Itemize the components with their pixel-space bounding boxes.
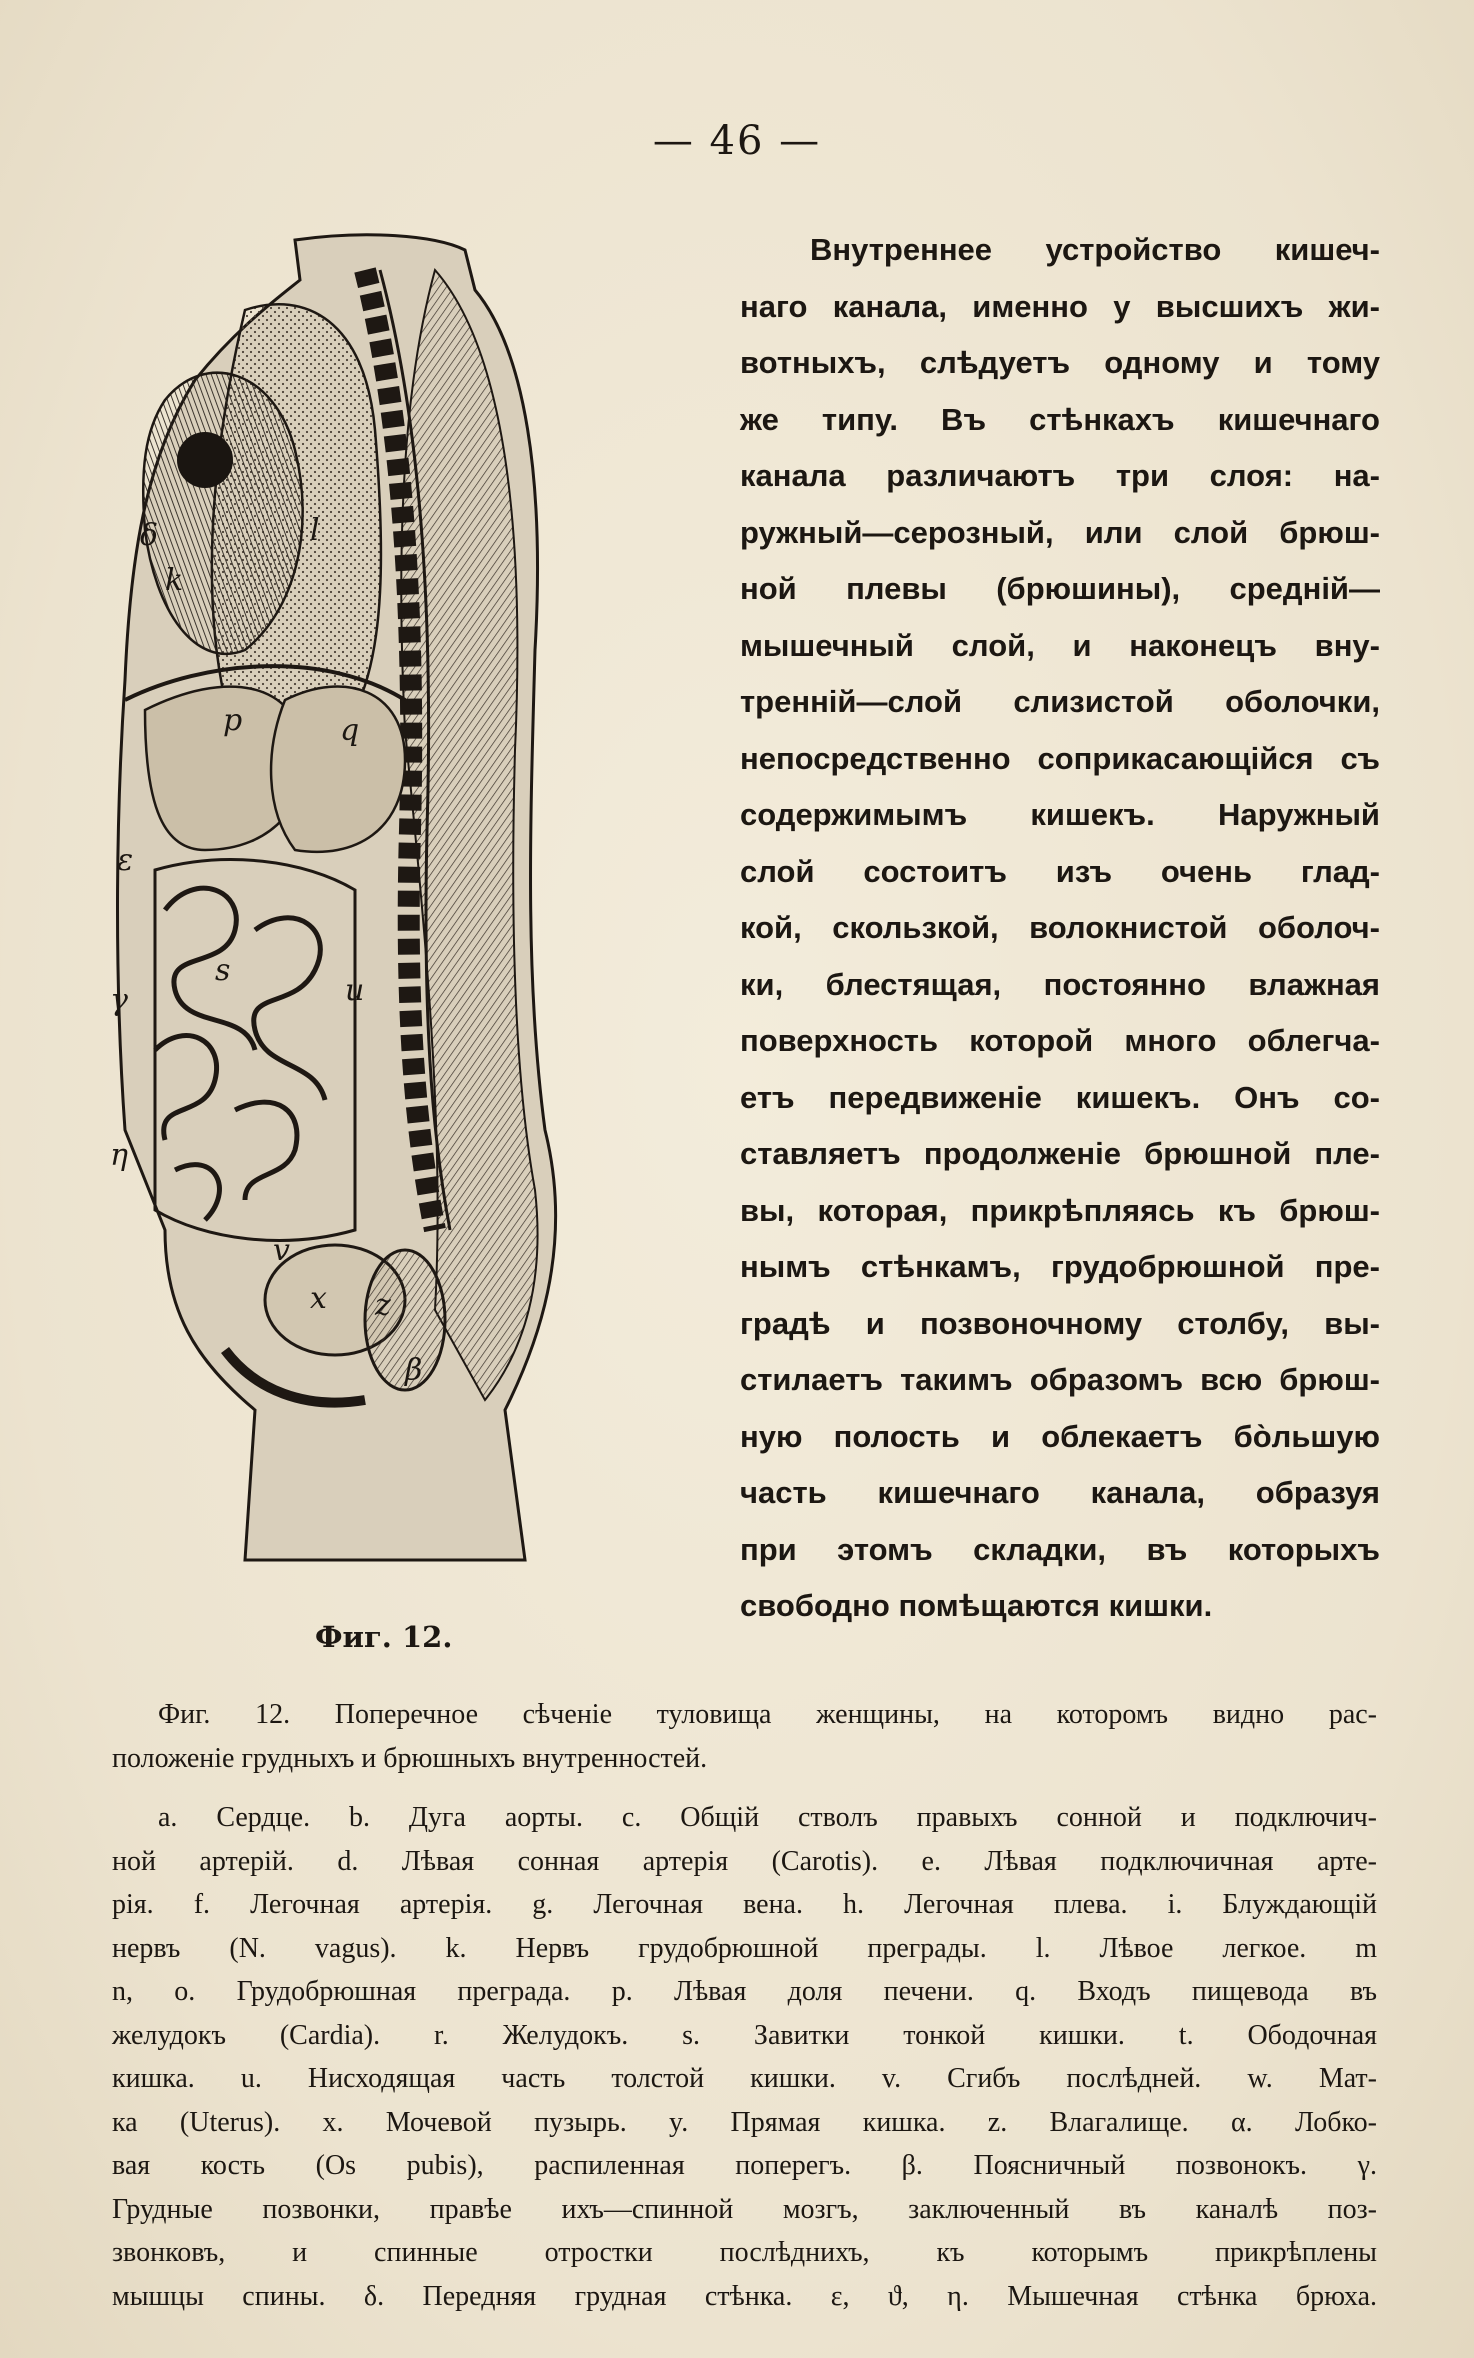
body-paragraph bbox=[740, 222, 1380, 1635]
figure-label-beta: β bbox=[405, 1353, 423, 1388]
figure-label-z: z bbox=[375, 1288, 391, 1323]
body-line: Внутреннее устройство кишеч- bbox=[810, 232, 1380, 267]
body-line: тренній—слой слизистой оболочки, bbox=[740, 684, 1380, 719]
body-line: вы, которая, прикрѣпляясь къ брюш- bbox=[740, 1192, 1380, 1228]
figure-label-x: x bbox=[310, 1281, 327, 1316]
legend-line: a. Сердце. b. Дуга аорты. c. Общій стволъ правыхъ сонной и подключич- bbox=[158, 1802, 1377, 1833]
body-line: канала различаютъ три слоя: на- bbox=[740, 458, 1380, 493]
figure-label-eta: η bbox=[110, 1138, 128, 1173]
body-line: непосредственно соприкасающійся съ bbox=[740, 740, 1380, 776]
body-line: наго канала, именно у высшихъ жи- bbox=[740, 288, 1380, 324]
body-line: слой состоитъ изъ очень глад- bbox=[740, 853, 1380, 889]
figure-label-epsilon: ε bbox=[117, 843, 134, 878]
legend-line: ка (Uterus). x. Мочевой пузырь. y. Прямая кишка. z. Влагалище. α. Лобко- bbox=[112, 2106, 1377, 2138]
legend-line: рія. f. Легочная артерія. g. Легочная вена. h. Легочная плева. i. Блуждающій bbox=[112, 1889, 1377, 1920]
body-line: ную полость и облекаетъ бо̀льшую bbox=[740, 1418, 1380, 1454]
anatomical-figure bbox=[105, 230, 645, 1575]
legend-line: ной артерій. d. Лѣвая сонная артерія (Carotis). e. Лѣвая подключичная арте- bbox=[112, 1845, 1377, 1877]
body-line: при этомъ складки, въ которыхъ bbox=[740, 1531, 1380, 1567]
body-line: ружный—серозный, или слой брюш- bbox=[740, 514, 1380, 550]
torso-cross-section-illustration bbox=[105, 230, 645, 1575]
body-line: же типу. Въ стѣнкахъ кишечнаго bbox=[740, 401, 1380, 437]
body-line: кой, скользкой, волокнистой оболоч- bbox=[740, 910, 1380, 945]
legend-line: кишка. u. Нисходящая часть толстой кишки. v. Сгибъ послѣдней. w. Мат- bbox=[112, 2063, 1377, 2094]
body-line: часть кишечнаго канала, образуя bbox=[740, 1475, 1380, 1510]
figure-label-gamma: γ bbox=[110, 983, 128, 1018]
body-line: мышечный слой, и наконецъ вну- bbox=[740, 627, 1380, 663]
legend-line: звонковъ, и спинные отростки послѣднихъ, къ которымъ прикрѣплены bbox=[112, 2237, 1377, 2268]
legend-line: вая кость (Os pubis), распиленная поперегъ. β. Поясничный позвонокъ. γ. bbox=[112, 2150, 1377, 2181]
body-line: етъ передвиженіе кишекъ. Онъ со- bbox=[740, 1079, 1380, 1115]
legend-line: Грудные позвонки, правѣе ихъ—спинной мозгъ, заключенный въ каналѣ поз- bbox=[112, 2193, 1377, 2225]
body-line: стилаетъ такимъ образомъ всю брюш- bbox=[740, 1362, 1380, 1397]
body-line: содержимымъ кишекъ. Наружный bbox=[740, 797, 1380, 832]
figure-label-v: v bbox=[273, 1233, 290, 1268]
body-line: градѣ и позвоночному столбу, вы- bbox=[740, 1305, 1380, 1341]
body-line: нымъ стѣнкамъ, грудобрюшной пре- bbox=[740, 1249, 1380, 1284]
figure-label-l: l bbox=[310, 513, 320, 548]
figure-label-s: s bbox=[215, 953, 231, 988]
body-line: поверхность которой много облегча- bbox=[740, 1023, 1380, 1058]
figure-legend bbox=[112, 1693, 1377, 2318]
body-line: ной плевы (брюшины), средній— bbox=[740, 571, 1380, 606]
page-number: — 46 — bbox=[652, 118, 822, 164]
legend-line: мышцы спины. δ. Передняя грудная стѣнка. ε, ϑ, η. Мышечная стѣнка брюха. bbox=[112, 2280, 1377, 2312]
figure-label-p: p bbox=[223, 703, 243, 738]
body-line: вотныхъ, слѣдуетъ одному и тому bbox=[740, 345, 1380, 380]
legend-line: желудокъ (Cardia). r. Желудокъ. s. Завитки тонкой кишки. t. Ободочная bbox=[112, 2019, 1377, 2051]
legend-line: n, o. Грудобрюшная преграда. p. Лѣвая доля печени. q. Входъ пищевода въ bbox=[112, 1976, 1377, 2007]
figure-caption: Фиг. 12. bbox=[315, 1620, 453, 1654]
body-line: свободно помѣщаются кишки. bbox=[740, 1588, 1213, 1623]
body-line: ки, блестящая, постоянно влажная bbox=[740, 966, 1380, 1002]
figure-label-u: u bbox=[345, 973, 365, 1008]
figure-label-q: q bbox=[340, 713, 360, 748]
legend-line: нервъ (N. vagus). k. Нервъ грудобрюшной преграды. l. Лѣвое легкое. m bbox=[112, 1932, 1377, 1964]
legend-title-line: положеніе грудныхъ и брюшныхъ внутренностей. bbox=[112, 1742, 708, 1774]
figure-label-d: δ bbox=[140, 518, 159, 553]
figure-label-k: k bbox=[165, 563, 184, 598]
body-line: ставляетъ продолженіе брюшной пле- bbox=[740, 1136, 1380, 1171]
legend-title-line: Фиг. 12. Поперечное сѣченіе туловища женщины, на которомъ видно рас- bbox=[158, 1699, 1377, 1730]
